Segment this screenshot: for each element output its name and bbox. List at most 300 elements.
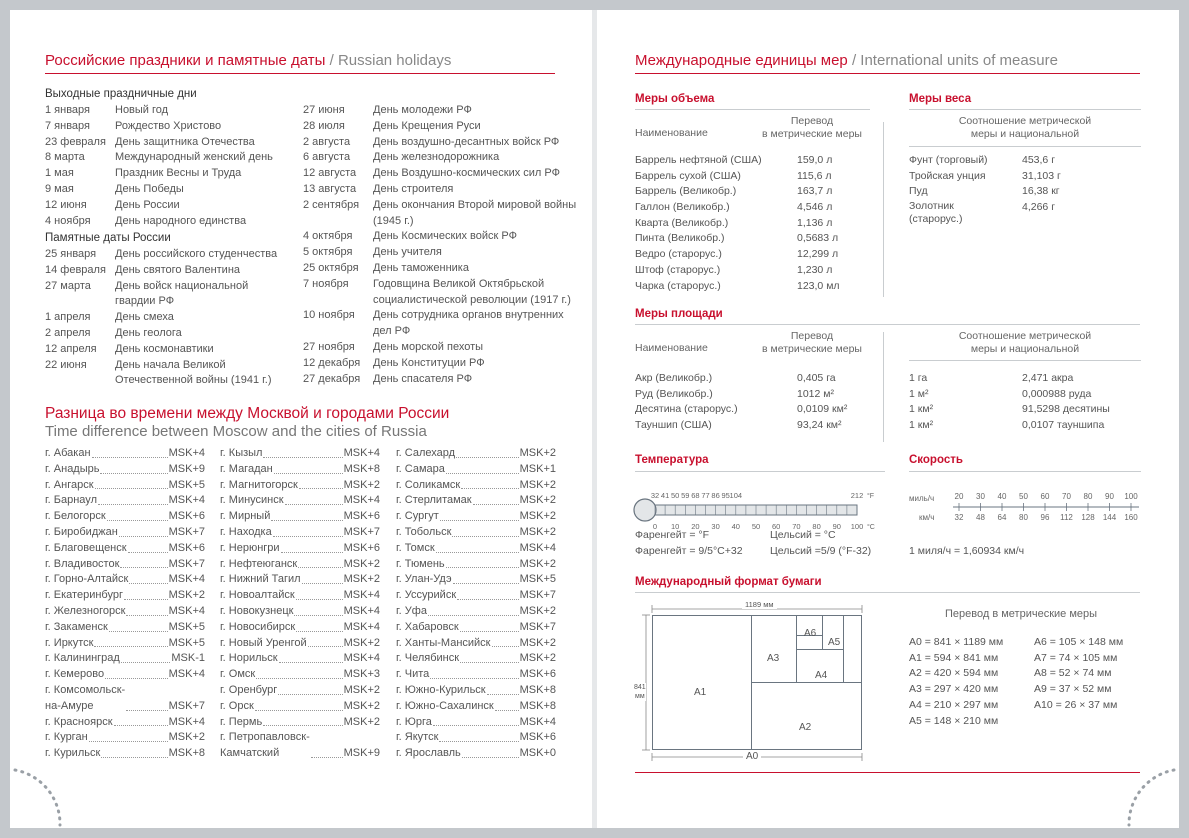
paper-a4-label: A4 bbox=[815, 670, 828, 681]
holiday-name: День Воздушно-космических сил РФ bbox=[373, 167, 560, 180]
paper-size: A4 = 210 × 297 мм bbox=[909, 698, 999, 711]
timezone-city: г. Железногорск bbox=[45, 604, 126, 617]
timezone-leader bbox=[100, 473, 167, 474]
timezone-offset: MSK+5 bbox=[168, 478, 205, 491]
celsius-tick-label: 10 bbox=[671, 522, 680, 531]
timezone-offset: MSK+7 bbox=[168, 699, 205, 712]
timezone-row bbox=[45, 572, 205, 588]
holiday-name: Праздник Весны и Труда bbox=[115, 167, 242, 180]
timezone-row bbox=[396, 478, 556, 494]
timezone-leader bbox=[492, 646, 519, 647]
timezone-row bbox=[45, 525, 205, 541]
holiday-date: 13 августа bbox=[303, 183, 357, 195]
mph-tick-label: 60 bbox=[1040, 492, 1050, 501]
area-title: Меры площади bbox=[635, 308, 723, 320]
timezone-city: г. Закаменск bbox=[45, 620, 108, 633]
timezone-city: г. Новый Уренгой bbox=[220, 636, 307, 649]
timezone-offset: MSK+0 bbox=[519, 747, 556, 760]
holiday-date: 12 апреля bbox=[45, 342, 97, 355]
timezone-col-3 bbox=[396, 446, 556, 762]
paper-rule bbox=[635, 592, 1140, 593]
fahrenheit-tick-label: 104 bbox=[729, 491, 743, 500]
measure-name: Золотник (старорус.) bbox=[909, 200, 963, 225]
celsius-unit: °C bbox=[867, 524, 875, 531]
timezone-offset: MSK+4 bbox=[519, 715, 556, 728]
paper-a2-label: A2 bbox=[799, 722, 812, 733]
timezone-leader bbox=[296, 599, 343, 600]
celsius-formula: Цельсий =5/9 (°F-32) bbox=[770, 545, 872, 557]
timezone-leader bbox=[457, 599, 518, 600]
timezone-city: г. Челябинск bbox=[396, 652, 460, 665]
timezone-col-2 bbox=[220, 446, 380, 762]
speed-scale bbox=[907, 480, 1147, 522]
timezone-offset: MSK+6 bbox=[519, 668, 556, 681]
timezone-offset: MSK+6 bbox=[168, 541, 205, 554]
holiday-name: День воздушно-десантных войск РФ bbox=[373, 135, 560, 148]
measure-row bbox=[635, 247, 875, 263]
timezone-leader bbox=[263, 725, 342, 726]
mph-tick-label: 80 bbox=[1083, 492, 1093, 501]
timezone-offset: MSK+4 bbox=[343, 652, 380, 665]
holiday-date: 1 мая bbox=[45, 167, 74, 180]
timezone-row bbox=[396, 667, 556, 683]
timezone-row bbox=[396, 541, 556, 557]
timezone-offset: MSK+2 bbox=[519, 652, 556, 665]
holiday-name: День строителя bbox=[373, 183, 454, 195]
holiday-date: 25 января bbox=[45, 248, 97, 260]
holidays-title: Российские праздники и памятные даты / Russian holidays bbox=[45, 52, 452, 69]
timezone-row bbox=[220, 493, 380, 509]
right-page bbox=[597, 10, 1179, 828]
holiday-date: 1 апреля bbox=[45, 311, 91, 324]
fahrenheit-def: Фаренгейт = °F bbox=[635, 529, 709, 541]
measure-value: 1012 м² bbox=[797, 387, 834, 400]
timezone-leader bbox=[271, 520, 342, 521]
timezone-leader bbox=[446, 567, 519, 568]
kmh-tick-label: 128 bbox=[1081, 513, 1095, 522]
timezone-row bbox=[45, 588, 205, 604]
measure-row bbox=[635, 184, 875, 200]
mph-tick-label: 70 bbox=[1062, 492, 1071, 501]
timezone-city: г. Салехард bbox=[396, 447, 456, 459]
timezone-row bbox=[45, 509, 205, 525]
holiday-name: День защитника Отечества bbox=[115, 135, 255, 148]
holiday-date: 12 августа bbox=[303, 167, 357, 180]
holiday-date: 7 ноября bbox=[303, 277, 349, 290]
holiday-name: День учителя bbox=[373, 246, 442, 259]
timezone-row bbox=[396, 715, 556, 731]
timezone-leader bbox=[299, 488, 343, 489]
measure-name: 1 га bbox=[909, 372, 928, 384]
timezone-city: г. Якутск bbox=[396, 731, 439, 744]
measure-name: Руд (Великобр.) bbox=[635, 387, 713, 400]
paper-size: A3 = 297 × 420 мм bbox=[909, 683, 999, 696]
timezone-row bbox=[220, 730, 380, 762]
timezone-city: г. Анадырь bbox=[45, 462, 100, 475]
timezones-title: Разница во времени между Москвой и городами России bbox=[45, 405, 450, 422]
timezone-leader bbox=[487, 694, 519, 695]
timezone-city: г. Самара bbox=[396, 462, 445, 475]
measure-value: 0,5683 л bbox=[797, 232, 839, 245]
timezone-city: г. Уссурийск bbox=[396, 589, 457, 602]
thermometer-bulb bbox=[634, 499, 656, 521]
paper-size: A1 = 594 × 841 мм bbox=[909, 651, 999, 664]
celsius-tick-label: 0 bbox=[652, 522, 658, 531]
timezone-row bbox=[45, 746, 205, 762]
timezone-city: г. Горно-Алтайск bbox=[45, 573, 129, 586]
holidays-rule bbox=[45, 73, 555, 74]
holiday-name: День войск национальной гвардии РФ bbox=[115, 279, 249, 308]
timezones-title-en: Time difference between Moscow and the cities of Russia bbox=[45, 423, 427, 440]
timezone-city: г. Юрга bbox=[396, 715, 432, 728]
kmh-tick-label: 64 bbox=[997, 513, 1007, 522]
measure-row bbox=[635, 279, 875, 295]
holiday-name: День начала Великой Отечественной войны (1941 г.) bbox=[115, 358, 272, 387]
timezone-leader bbox=[273, 536, 343, 537]
measure-name: Галлон (Великобр.) bbox=[635, 201, 730, 214]
decorative-dots-left bbox=[10, 765, 70, 828]
timezone-city: г. Белогорск bbox=[45, 510, 106, 523]
timezone-row bbox=[220, 667, 380, 683]
timezone-offset: MSK+7 bbox=[168, 557, 205, 570]
timezone-city: г. Владивосток bbox=[45, 557, 120, 570]
timezone-leader bbox=[274, 473, 343, 474]
timezone-leader bbox=[128, 552, 168, 553]
timezone-offset: MSK+2 bbox=[343, 636, 380, 649]
fahrenheit-tick-label: 59 bbox=[681, 491, 690, 500]
volume-rule bbox=[635, 109, 870, 110]
timezone-row bbox=[45, 715, 205, 731]
holiday-name: День Крещения Руси bbox=[373, 119, 481, 132]
timezone-city: г. Красноярск bbox=[45, 715, 113, 728]
timezone-row bbox=[45, 493, 205, 509]
holiday-name: День Победы bbox=[115, 183, 184, 195]
holiday-date: 28 июля bbox=[303, 119, 345, 132]
timezone-offset: MSK+1 bbox=[519, 462, 556, 475]
timezone-leader bbox=[453, 583, 519, 584]
timezone-leader bbox=[473, 504, 519, 505]
timezone-leader bbox=[92, 457, 168, 458]
timezone-leader bbox=[126, 615, 167, 616]
paper-a1 bbox=[652, 615, 752, 750]
holiday-date: 2 сентября bbox=[303, 198, 360, 211]
measure-row bbox=[909, 169, 1141, 185]
timezone-offset: MSK+4 bbox=[168, 604, 205, 617]
holiday-date: 12 декабря bbox=[303, 356, 361, 369]
holiday-name: День святого Валентина bbox=[115, 263, 241, 276]
timezone-row bbox=[220, 604, 380, 620]
timezone-leader bbox=[114, 725, 168, 726]
measure-name: Пуд bbox=[909, 185, 928, 198]
measure-value: 4,546 л bbox=[797, 201, 833, 214]
celsius-tick-label: 80 bbox=[812, 522, 821, 531]
timezone-row bbox=[396, 509, 556, 525]
timezone-offset: MSK+5 bbox=[519, 573, 556, 586]
timezone-row bbox=[45, 541, 205, 557]
timezone-row bbox=[396, 620, 556, 636]
paper-a3 bbox=[751, 615, 797, 683]
timezone-leader bbox=[452, 536, 518, 537]
timezone-row bbox=[396, 557, 556, 573]
timezone-offset: MSK+6 bbox=[343, 541, 380, 554]
measure-name: Тауншип (США) bbox=[635, 419, 712, 432]
timezone-row bbox=[220, 683, 380, 699]
holiday-date: 7 января bbox=[45, 119, 90, 132]
volume-divider bbox=[883, 122, 884, 297]
timezone-city: г. Магнитогорск bbox=[220, 478, 298, 491]
holiday-name: День морской пехоты bbox=[373, 341, 484, 353]
area-col-conv: Перевод в метрические меры bbox=[762, 330, 862, 355]
measure-name: Тройская унция bbox=[909, 169, 986, 182]
holiday-name: День российского студенчества bbox=[115, 248, 278, 260]
timezone-offset: MSK+4 bbox=[343, 447, 380, 459]
mph-tick-label: 20 bbox=[954, 492, 964, 501]
holiday-date: 14 февраля bbox=[45, 263, 106, 276]
measure-name: Штоф (старорус.) bbox=[635, 263, 721, 276]
timezone-leader bbox=[98, 504, 168, 505]
timezone-offset: MSK+2 bbox=[343, 683, 380, 696]
measure-name: Акр (Великобр.) bbox=[635, 372, 713, 384]
holiday-name: День смеха bbox=[115, 311, 174, 324]
holiday-date: 27 ноября bbox=[303, 341, 355, 353]
fahrenheit-tick-label: 212 bbox=[850, 491, 864, 500]
timezone-city: г. Ярославль bbox=[396, 747, 461, 760]
holiday-name: Рождество Христово bbox=[115, 119, 222, 132]
holiday-name: День геолога bbox=[115, 327, 182, 339]
timezone-city: г. Оренбург bbox=[220, 683, 278, 696]
holiday-date: 5 октября bbox=[303, 246, 353, 259]
timezone-leader bbox=[255, 710, 343, 711]
measure-value: 12,299 л bbox=[797, 248, 839, 261]
timezone-city: г. Минусинск bbox=[220, 494, 284, 507]
timezone-leader bbox=[94, 646, 167, 647]
timezone-city: г. Кызыл bbox=[220, 447, 263, 459]
measure-name: Баррель сухой (США) bbox=[635, 169, 741, 182]
units-rule bbox=[635, 73, 1140, 74]
measure-row bbox=[909, 402, 1141, 418]
timezone-offset: MSK+4 bbox=[343, 620, 380, 633]
timezone-row bbox=[45, 478, 205, 494]
kmh-tick-label: 32 bbox=[954, 513, 964, 522]
area-table bbox=[635, 371, 875, 434]
measure-row bbox=[635, 371, 875, 387]
timezone-row bbox=[45, 557, 205, 573]
celsius-tick-label: 50 bbox=[751, 522, 761, 531]
timezone-offset: MSK+2 bbox=[519, 494, 556, 507]
holiday-date: 23 февраля bbox=[45, 135, 106, 148]
measure-value: 0,000988 руда bbox=[1022, 387, 1092, 400]
timezone-city: г. Нефтеюганск bbox=[220, 557, 298, 570]
timezone-city: г. Соликамск bbox=[396, 478, 461, 491]
timezone-row bbox=[396, 699, 556, 715]
measure-value: 0,405 га bbox=[797, 372, 836, 384]
timezone-row bbox=[396, 446, 556, 462]
timezone-leader bbox=[446, 473, 519, 474]
timezone-city: г. Кемерово bbox=[45, 668, 105, 681]
timezone-offset: MSK+2 bbox=[168, 589, 205, 602]
units-title: Международные единицы мер / International units of measure bbox=[635, 52, 1058, 69]
holiday-name: День окончания Второй мировой войны (1945 г.) bbox=[373, 198, 577, 227]
timezone-city: г. Тобольск bbox=[396, 525, 452, 538]
measure-value: 31,103 г bbox=[1022, 169, 1061, 182]
measure-row bbox=[635, 169, 875, 185]
measure-value: 16,38 кг bbox=[1022, 185, 1060, 198]
measure-value: 0,0107 тауншипа bbox=[1022, 419, 1105, 432]
timezone-city: г. Улан-Удэ bbox=[396, 573, 452, 586]
timezone-city: г. Иркутск bbox=[45, 636, 94, 649]
timezone-row bbox=[220, 699, 380, 715]
measure-name: Пинта (Великобр.) bbox=[635, 232, 725, 245]
celsius-tick-label: 20 bbox=[691, 522, 700, 531]
timezone-offset: MSK+2 bbox=[519, 525, 556, 538]
fahrenheit-formula: Фаренгейт = 9/5°C+32 bbox=[635, 545, 743, 557]
weight-title: Меры веса bbox=[909, 93, 972, 105]
timezone-row bbox=[45, 620, 205, 636]
timezone-city: г. Новокузнецк bbox=[220, 604, 294, 617]
timezone-row bbox=[220, 525, 380, 541]
timezone-city: г. Нерюнгри bbox=[220, 541, 280, 554]
speed-note: 1 миля/ч = 1,60934 км/ч bbox=[909, 545, 1025, 557]
kmh-label: км/ч bbox=[919, 513, 935, 522]
timezone-offset: MSK+4 bbox=[168, 573, 205, 586]
timezone-leader bbox=[281, 552, 343, 553]
paper-sizes-right bbox=[1034, 635, 1144, 714]
timezone-city: г. Петропавловск- Камчатский bbox=[220, 731, 310, 760]
timezone-row bbox=[396, 636, 556, 652]
holiday-date: 4 ноября bbox=[45, 214, 91, 227]
timezone-leader bbox=[428, 615, 519, 616]
timezone-leader bbox=[285, 504, 343, 505]
timezone-leader bbox=[430, 678, 518, 679]
timezone-city: г. Уфа bbox=[396, 604, 427, 617]
timezone-offset: MSK+7 bbox=[519, 620, 556, 633]
timezone-offset: MSK+9 bbox=[343, 747, 380, 760]
holiday-date: 22 июня bbox=[45, 358, 87, 371]
timezone-leader bbox=[124, 599, 168, 600]
celsius-tick-label: 40 bbox=[731, 522, 740, 531]
measure-value: 115,6 л bbox=[797, 169, 832, 182]
timezone-city: г. Сургут bbox=[396, 510, 439, 523]
holiday-date: 10 ноября bbox=[303, 309, 355, 322]
fahrenheit-tick-label: 68 bbox=[691, 491, 700, 500]
holiday-name: День железнодорожника bbox=[373, 151, 500, 164]
paper-a5-label: A5 bbox=[828, 637, 841, 648]
timezone-offset: MSK+2 bbox=[519, 447, 556, 459]
measure-name: 1 м² bbox=[909, 387, 929, 400]
paper-size: A8 = 52 × 74 мм bbox=[1034, 667, 1112, 680]
kmh-tick-label: 48 bbox=[976, 513, 985, 522]
timezone-leader bbox=[121, 662, 171, 663]
celsius-tick-label: 60 bbox=[772, 522, 781, 531]
measure-row bbox=[635, 263, 875, 279]
timezone-city: г. Южно-Курильск bbox=[396, 683, 486, 696]
timezone-city: г. Ангарск bbox=[45, 478, 94, 491]
holiday-name: День спасателя РФ bbox=[373, 372, 473, 385]
holiday-date: 27 июня bbox=[303, 104, 345, 116]
timezone-city: г. Екатеринбург bbox=[45, 589, 123, 602]
measure-name: 1 км² bbox=[909, 403, 934, 416]
timezone-offset: MSK+7 bbox=[343, 525, 380, 538]
timezone-city: г. Мирный bbox=[220, 510, 271, 523]
timezone-leader bbox=[296, 631, 342, 632]
timezone-city: г. Магадан bbox=[220, 462, 273, 475]
timezone-offset: MSK+4 bbox=[168, 447, 205, 459]
timezone-city: г. Нижний Тагил bbox=[220, 573, 301, 586]
holiday-name: Новый год bbox=[115, 104, 169, 116]
units-bottom-rule bbox=[635, 772, 1140, 773]
timezone-city: г. Омск bbox=[220, 668, 256, 681]
measure-row bbox=[909, 418, 1141, 434]
timezone-offset: MSK+8 bbox=[519, 683, 556, 696]
fahrenheit-tick-label: 32 bbox=[650, 491, 660, 500]
paper-size: A9 = 37 × 52 мм bbox=[1034, 683, 1112, 696]
measure-row bbox=[909, 184, 1141, 200]
timezone-leader bbox=[456, 457, 519, 458]
paper-title: Международный формат бумаги bbox=[635, 576, 822, 588]
area-ratio-title: Соотношение метрической меры и национальной bbox=[958, 330, 1092, 355]
timezone-offset: MSK+8 bbox=[168, 747, 205, 760]
timezone-leader bbox=[460, 662, 519, 663]
timezone-leader bbox=[109, 631, 168, 632]
timezone-row bbox=[220, 620, 380, 636]
holiday-name: День космонавтики bbox=[115, 342, 214, 355]
mph-tick-label: 50 bbox=[1019, 492, 1028, 501]
timezone-row bbox=[45, 604, 205, 620]
timezone-offset: MSK+9 bbox=[168, 462, 205, 475]
holiday-name: Годовщина Великой Октябрьской социалистической революции (1917 г.) bbox=[373, 277, 571, 306]
holiday-name: День России bbox=[115, 198, 180, 211]
measure-row bbox=[635, 231, 875, 247]
kmh-tick-label: 96 bbox=[1040, 513, 1050, 522]
timezone-row bbox=[396, 588, 556, 604]
mph-tick-label: 30 bbox=[976, 492, 985, 501]
measure-name: Десятина (старорус.) bbox=[635, 403, 738, 416]
volume-col-conv: Перевод в метрические меры bbox=[762, 115, 862, 140]
celsius-tick-label: 90 bbox=[832, 522, 841, 531]
kmh-tick-label: 160 bbox=[1124, 513, 1138, 522]
timezone-offset: MSK+4 bbox=[343, 604, 380, 617]
timezone-leader bbox=[308, 646, 343, 647]
timezone-offset: MSK+2 bbox=[343, 699, 380, 712]
fahrenheit-unit: °F bbox=[867, 493, 875, 500]
weight-rule bbox=[909, 109, 1141, 110]
timezone-city: г. Южно-Сахалинск bbox=[396, 699, 494, 712]
paper-size: A7 = 74 × 105 мм bbox=[1034, 651, 1118, 664]
timezone-offset: MSK+4 bbox=[168, 715, 205, 728]
holiday-date: 27 декабря bbox=[303, 372, 361, 385]
timezone-row bbox=[396, 604, 556, 620]
timezone-city: г. Комсомольск- на-Амуре bbox=[45, 683, 126, 712]
timezone-city: г. Ханты-Мансийск bbox=[396, 636, 491, 649]
timezone-leader bbox=[433, 725, 519, 726]
timezone-row bbox=[220, 478, 380, 494]
timezone-city: г. Барнаул bbox=[45, 494, 97, 507]
celsius-tick-label: 30 bbox=[711, 522, 720, 531]
timezone-city: г. Пермь bbox=[220, 715, 263, 728]
holiday-date: 4 октября bbox=[303, 230, 353, 243]
timezone-offset: MSK+2 bbox=[343, 557, 380, 570]
paper-width-label: 1189 мм bbox=[742, 600, 777, 609]
measure-value: 1,230 л bbox=[797, 263, 833, 276]
timezone-row bbox=[396, 572, 556, 588]
timezone-row bbox=[396, 746, 556, 762]
timezone-leader bbox=[461, 488, 518, 489]
measure-value: 91,5298 десятины bbox=[1022, 403, 1110, 416]
timezone-offset: MSK+2 bbox=[519, 557, 556, 570]
timezone-row bbox=[45, 683, 205, 715]
timezone-leader bbox=[311, 757, 343, 758]
timezone-leader bbox=[440, 520, 519, 521]
